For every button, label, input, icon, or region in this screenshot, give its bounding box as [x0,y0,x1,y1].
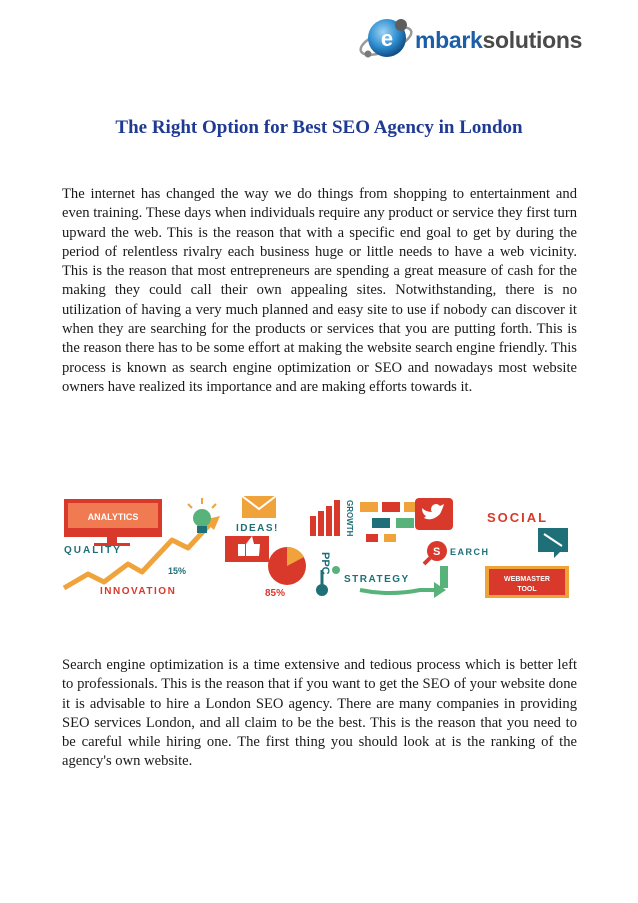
ideas-label: IDEAS! [236,523,279,534]
ppc-label: PPC [319,552,331,575]
chat-bubble-icon [538,528,568,558]
logo-wordmark [415,27,582,54]
seo-concept-illustration [60,490,580,605]
search-label: EARCH [450,547,490,557]
pct-15-label: 15% [168,566,187,576]
body-paragraph-1: The internet has changed the way we do things from shopping to entertainment and even training. These days when individuals require any product or service they first turn upward the web. This is the reason that with a specific end goal to get by during the period of relentless rivalry each business huge or little needs to have a web vicinity. This is the reason that most entrepreneurs are spending a great measure of cash for the making they could call their own appealing sites. Notwithstanding, there is no utilization of having a very much planned and easy site to use if nobody can discover it when they are searching for the products or services that you are putting forth. This is the reason there has to be some effort at making the website search engine friendly. This process is known as search engine optimization or SEO and nowadays most website owners have realized its importance and are making efforts towards it. [62,186,577,395]
analytics-monitor-icon [64,499,162,546]
search-s-label: S [433,546,441,558]
logo-emblem-letter: e [380,26,394,51]
webmaster-label: WEBMASTER [504,576,550,583]
company-logo [356,10,583,70]
page-title: The Right Option for Best SEO Agency in London [115,117,523,138]
pct-85-label: 85% [265,588,286,599]
twitter-icon [415,498,453,530]
logo-wordmark-prefix: mbark [415,27,483,53]
growth-label: GROWTH [345,500,354,537]
strategy-arrow-icon [360,590,442,593]
body-paragraph-2: Search engine optimization is a time extensive and tedious process which is better left to professionals. This is the reason that if you want to get the SEO of your website done it is advisable to hire a London SEO agency. There are many companies in providing SEO services London, and all claim to be the best. This is the reason that you need to be careful while hiring one. The first thing you should look at is the ranking of the agency's own website. [62,657,577,770]
logo-wordmark-suffix: solutions [482,27,583,53]
bar-chart-icon [310,500,340,536]
envelope-icon [242,496,276,518]
social-label: SOCIAL [487,510,549,525]
analytics-label: ANALYTICS [87,512,139,522]
thumbs-up-icon [225,536,269,562]
strategy-label: STRATEGY [344,574,410,585]
logo-emblem-icon [356,10,416,70]
tool-label: TOOL [517,586,537,593]
quality-label: QUALITY [64,545,122,556]
flow-chart-icon [360,502,422,542]
innovation-label: INNOVATION [100,586,177,597]
pie-chart-icon [268,547,306,585]
